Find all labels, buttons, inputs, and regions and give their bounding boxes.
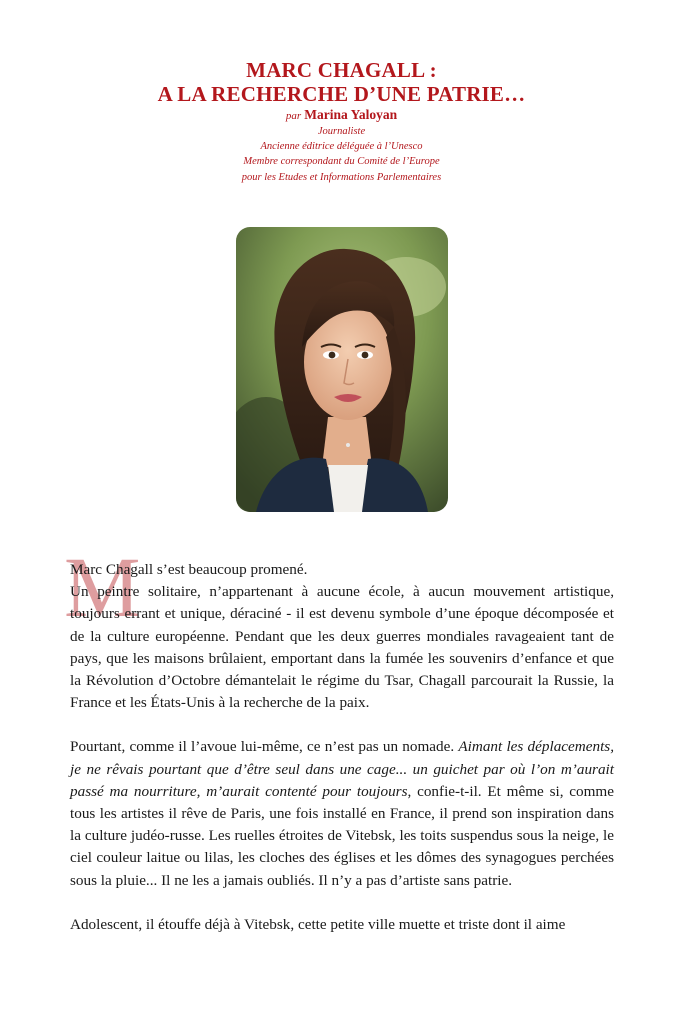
title-line-1: MARC CHAGALL : (246, 58, 437, 82)
author-name: Marina Yaloyan (304, 107, 398, 122)
author-role-4: pour les Etudes et Informations Parlementaires (241, 171, 442, 183)
paragraph-2 (70, 736, 614, 891)
author-role-2: Ancienne éditrice déléguée à l’Unesco (260, 141, 423, 153)
paragraph-1-lead: Marc Chagall s’est beaucoup promené. (70, 561, 308, 578)
paragraph-1-body: Un peintre solitaire, n’appartenant à aucune école, à aucun mouvement artistique, toujours errant et unique, déraciné - il est devenu symbole d’une époque décomposée et de la culture européenne. Pendant que les deux guerres mondiales ravageaient tant de pays, que les maisons brûlaient, emportant dans la fumée les souvenirs d’enfance et que la Révolution d’Octobre démantelait le régime du Tsar, Chagall parcourait la Russie, la France et les États-Unis à la recherche de la paix. (70, 583, 614, 712)
drop-cap-letter: M (64, 539, 141, 635)
article-title (0, 58, 683, 106)
paragraph-1 (70, 559, 614, 714)
byline (0, 107, 683, 124)
author-portrait-photo (236, 227, 448, 512)
portrait-illustration (236, 227, 448, 512)
article-header (0, 58, 683, 185)
article-body (70, 559, 614, 958)
chagall-quote: Aimant les déplacements, je ne rêvais pourtant que d’être seul dans une cage... un guichet par où l’on m’aurait passé ma nourriture, m’aurait contenté pour toujours (70, 738, 614, 800)
paragraph-2-end: , confie-t-il. Et même si, comme tous les artistes il rêve de Paris, une fois installé en France, il prend son inspiration dans la culture judéo-russe. Les ruelles étroites de Vitebsk, les toits suspendus sous la neige, le ciel couleur laitue ou lilas, les cloches des églises et les dômes des synagogues perchées sous la pluie... Il ne les a jamais oubliés. Il n’y a pas d’artiste sans patrie. (70, 782, 614, 889)
paragraph-3: Adolescent, il étouffe déjà à Vitebsk, cette petite ville muette et triste dont il aime (70, 915, 566, 933)
title-line-2: A LA RECHERCHE D’UNE PATRIE… (157, 82, 526, 106)
paragraph-2-start: Pourtant, comme il l’avoue lui-même, ce n’est pas un nomade. (70, 738, 459, 756)
author-role-1: Journaliste (317, 126, 366, 137)
byline-prefix: par (285, 110, 302, 122)
author-role-3: Membre correspondant du Comité de l’Europe (243, 156, 440, 168)
